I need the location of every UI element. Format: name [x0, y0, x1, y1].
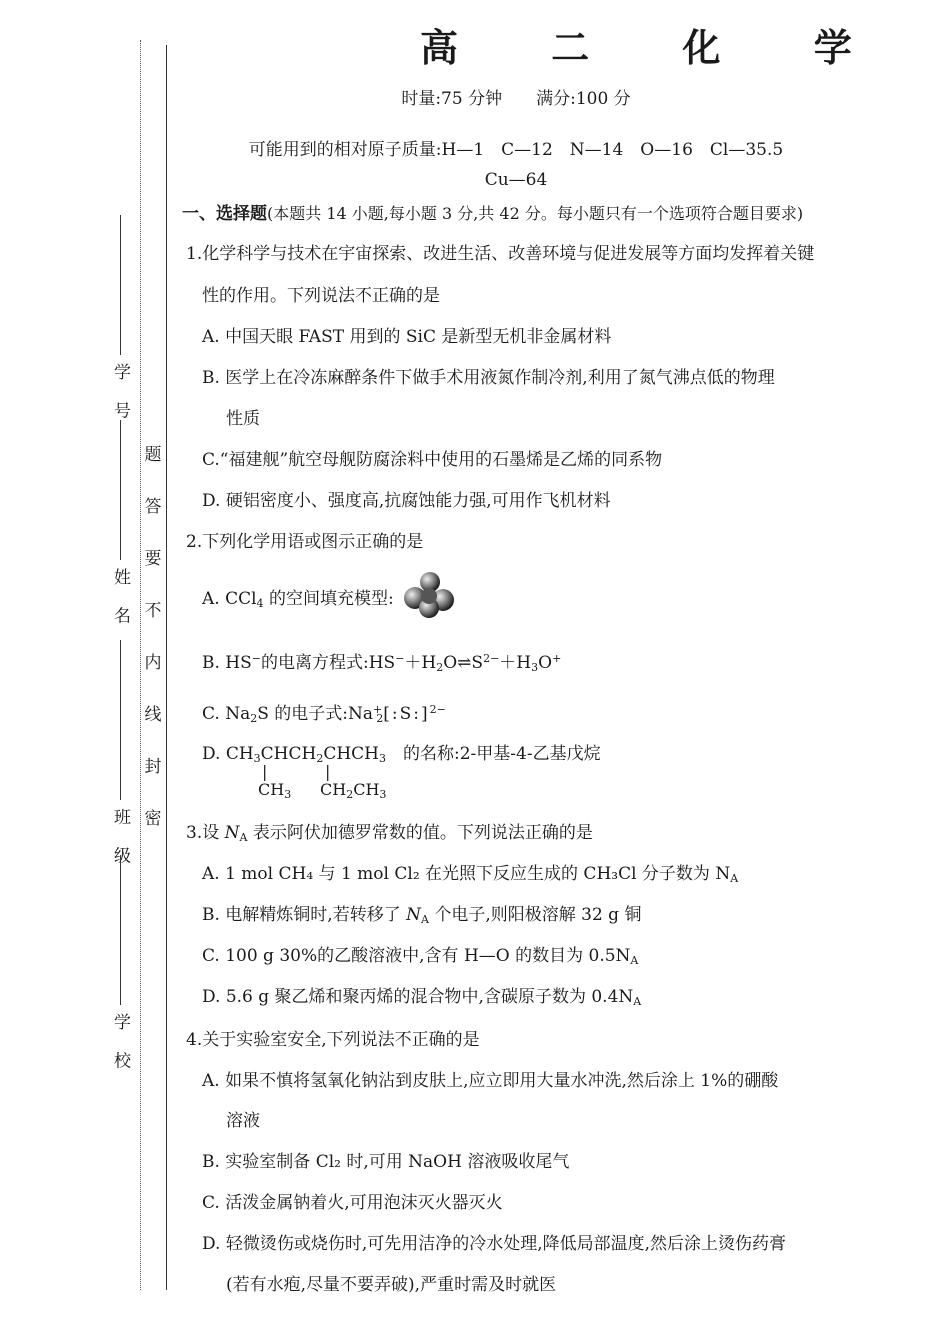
field-label: 学 校: [110, 1013, 130, 1077]
q4-option-a[interactable]: A. 如果不慎将氢氧化钠沾到皮肤上,应立即用大量水冲洗,然后涂上 1%的硼酸: [202, 1071, 779, 1091]
section-heading: 一、选择题(本题共 14 小题,每小题 3 分,共 42 分。每小题只有一个选项符合题目要求): [182, 204, 804, 224]
q3-option-b[interactable]: B. 电解精炼铜时,若转移了 $N_A$ 个电子,则阳极溶解 32 g 铜: [202, 905, 642, 926]
field-label: 班 级: [110, 808, 130, 872]
q4-option-d-cont: (若有水疱,尽量不要弄破),严重时需及时就医: [226, 1275, 557, 1295]
branch-ch3: $CH_3$: [258, 780, 292, 801]
seal-char: 不: [144, 601, 162, 621]
field-class[interactable]: [100, 640, 140, 871]
field-label: 姓 名: [110, 568, 130, 632]
field-label: 学 号: [110, 363, 130, 427]
q1-option-c[interactable]: C.“福建舰”航空母舰防腐涂料中使用的石墨烯是乙烯的同系物: [202, 450, 663, 470]
q3-stem: 3.设 $N_A$ 表示阿伏加德罗常数的值。下列说法正确的是: [186, 823, 593, 844]
q4-option-a-cont: 溶液: [226, 1111, 260, 1131]
field-student-name[interactable]: [100, 420, 140, 631]
q3-option-a[interactable]: A. 1 mol CH₄ 与 1 mol Cl₂ 在光照下反应生成的 CH₃Cl 分子数为 $N_A$: [202, 864, 739, 885]
seal-char: 题: [144, 445, 162, 465]
atomic-masses-cont: Cu—64: [484, 170, 548, 190]
branch-bond-1: |: [262, 762, 268, 781]
atomic-masses: 可能用到的相对原子质量:H—1 C—12 N—14 O—16 Cl—35.5: [248, 140, 784, 160]
seal-text: [141, 445, 165, 861]
q1-option-a[interactable]: A. 中国天眼 FAST 用到的 SiC 是新型无机非金属材料: [202, 327, 612, 347]
q4-option-b[interactable]: B. 实验室制备 Cl₂ 时,可用 NaOH 溶液吸收尾气: [202, 1152, 570, 1172]
field-student-number[interactable]: [100, 215, 140, 426]
q2-option-c[interactable]: C. $Na_2S$ 的电子式$:Na^+_2[:S:]^{2-}$: [202, 703, 446, 725]
q2-option-b[interactable]: B. HS−的电离方程式$:HS^-+H_2O\rightleftharpoons S^{2-}+H_3O^+$: [202, 652, 562, 674]
time-info: 时量:75 分钟 满分:100 分: [401, 89, 631, 109]
seal-char: 密: [144, 809, 162, 829]
q4-option-d[interactable]: D. 轻微烫伤或烧伤时,可先用洁净的冷水处理,降低局部温度,然后涂上烫伤药膏: [202, 1234, 787, 1254]
binding-solid-line: [166, 45, 167, 1290]
branch-ch2ch3: $CH_2CH_3$: [320, 780, 387, 801]
seal-char: 内: [144, 653, 162, 673]
q2-option-a[interactable]: A. CCl$_4$ 的空间填充模型:: [202, 588, 872, 615]
q1-stem: 1.化学科学与技术在宇宙探索、改进生活、改善环境与促进发展等方面均发挥着关键: [186, 244, 815, 264]
branch-bond-2: |: [325, 762, 331, 781]
exam-title: 高 二 化 学: [420, 25, 892, 70]
seal-char: 答: [144, 497, 162, 517]
ccl4-space-filling-model: [402, 568, 458, 620]
field-school[interactable]: [100, 855, 140, 1076]
q1-option-b-cont: 性质: [226, 409, 260, 429]
q1-option-b[interactable]: B. 医学上在冷冻麻醉条件下做手术用液氮作制冷剂,利用了氮气沸点低的物理: [202, 368, 775, 388]
seal-char: 线: [144, 705, 162, 725]
q1-option-d[interactable]: D. 硬铝密度小、强度高,抗腐蚀能力强,可用作飞机材料: [202, 491, 611, 511]
q2-option-d[interactable]: D. $CH_3CHCH_2CHCH_3$ 的名称:2-甲基-4-乙基戊烷: [202, 744, 601, 765]
q3-option-d[interactable]: D. 5.6 g 聚乙烯和聚丙烯的混合物中,含碳原子数为 $0.4N_A$: [202, 987, 642, 1008]
seal-char: 封: [144, 757, 162, 777]
q4-option-c[interactable]: C. 活泼金属钠着火,可用泡沫灭火器灭火: [202, 1193, 503, 1213]
q3-option-c[interactable]: C. 100 g 30%的乙酸溶液中,含有 H—O 的数目为 $0.5N_A$: [202, 946, 639, 967]
seal-char: 要: [144, 549, 162, 569]
q1-stem-cont: 性的作用。下列说法不正确的是: [202, 286, 440, 306]
q2-stem: 2.下列化学用语或图示正确的是: [186, 532, 424, 552]
q4-stem: 4.关于实验室安全,下列说法不正确的是: [186, 1030, 480, 1050]
